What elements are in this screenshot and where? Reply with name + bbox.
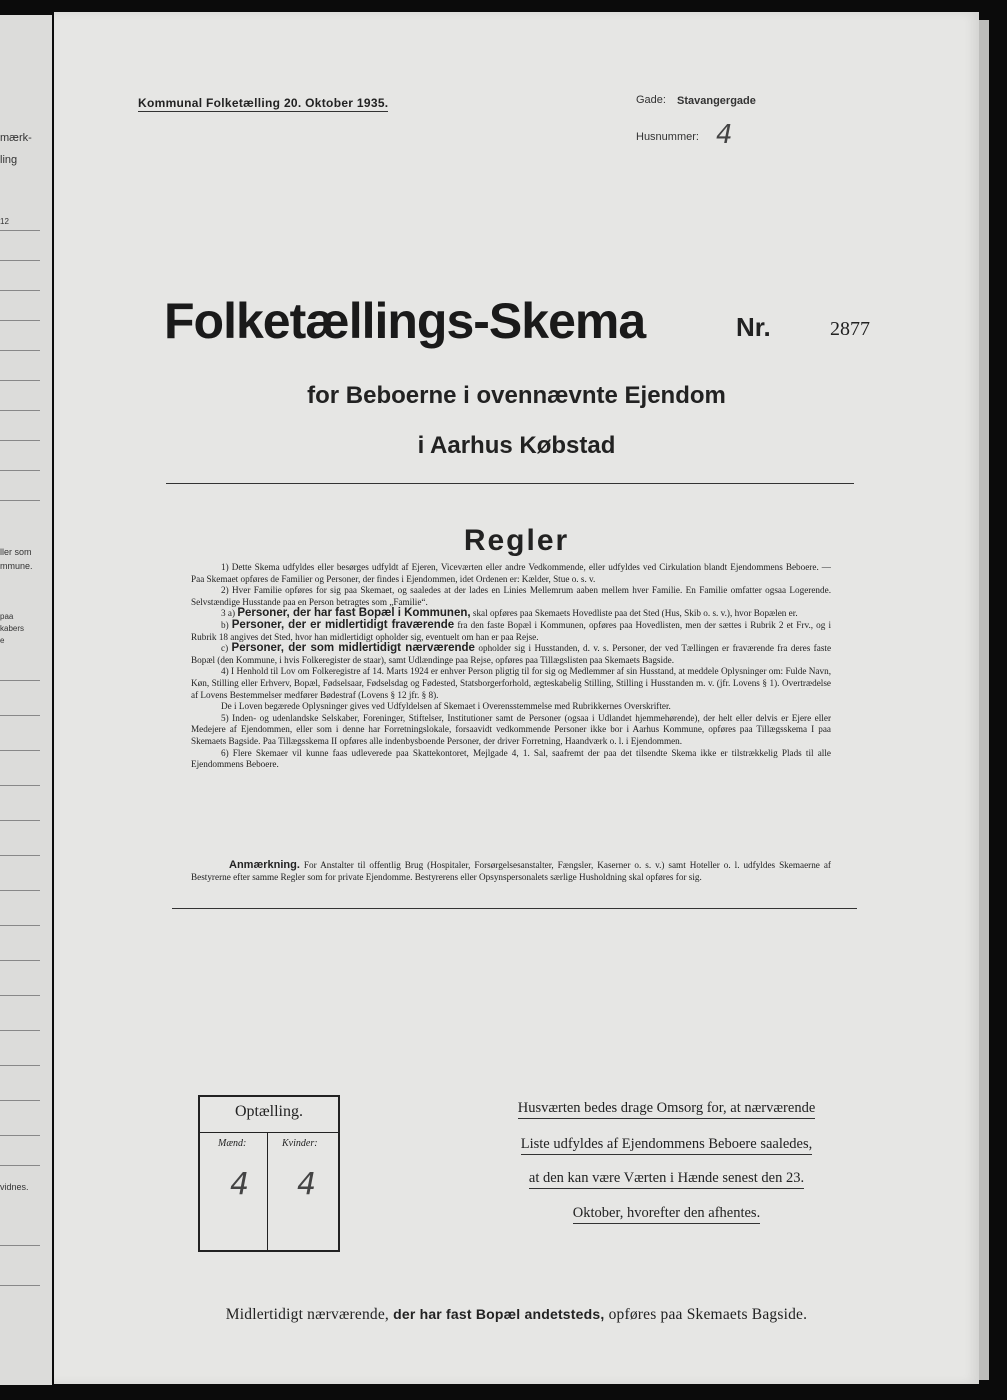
prev-rule: [0, 960, 40, 961]
prev-rule: [0, 1100, 40, 1101]
notice-text: Oktober, hvorefter den afhentes.: [573, 1205, 760, 1224]
tally-column-divider: [267, 1132, 268, 1250]
men-count: 4: [230, 1167, 250, 1202]
footer-text: Midlertidigt nærværende,: [225, 1306, 390, 1323]
tally-box: [198, 1095, 340, 1252]
page-stack-edge: [979, 20, 989, 1380]
notice-line: [499, 1205, 834, 1222]
divider: [172, 908, 857, 909]
men-label: Mænd:: [218, 1138, 247, 1149]
footer-note: [54, 1306, 979, 1324]
prev-rule: [0, 1245, 40, 1246]
prev-rule: [0, 925, 40, 926]
prev-rule: [0, 440, 40, 441]
prev-rule: [0, 1285, 40, 1286]
rule-body: opholder sig i Husstanden, d. v. s. Personer, der ved Tællingen er fraværende fra deres faste Bopæl (den Kommune, i hvis Folkeregister de staar), samt Udlændinge paa Rejse, opføres paa Tillægslisten paa Skemaets Bagside.: [191, 643, 832, 665]
women-label: Kvinder:: [282, 1138, 318, 1149]
form-subtitle-city: i Aarhus Købstad: [417, 432, 616, 459]
notice-text: Husværten bedes drage Omsorg for, at nærværende: [518, 1100, 816, 1119]
prev-rule: [0, 260, 40, 261]
rule-body: fra den faste Bopæl i Kommunen, opføres paa Hovedlisten, men der sættes i Rubrik 2 et Frv., og i Rubrik 18 angives det Sted, hvor han midlertidigt opholder sig, eventuelt om han er paa Rejse.: [191, 619, 832, 642]
rule-3b: [191, 620, 831, 643]
rule-4: 4) I Henhold til Lov om Folkeregistre af 14. Marts 1924 er enhver Person pligtig til for sig og Medlemmer af sin Husstand, at meddele Oplysninger om: Fulde Navn, Køn, Stilling eller Erhverv, Bopæl, Fødselsaar, Fødselsdag og Fødested, Statsborgerforhold, ægteskabelig Stilling, Stilling i Husstanden m. v. (jfr. Lovens § 1). Overtrædelse af Lovens Bestemmelser medfører Bødestraf (Lovens § 12 jfr. § 8).: [191, 666, 831, 700]
census-title: Kommunal Folketælling 20. Oktober 1935.: [138, 96, 389, 110]
form-title: Folketællings-Skema: [164, 293, 646, 349]
nr-label: Nr.: [736, 312, 771, 342]
rules-text: [191, 562, 831, 771]
prev-rule: [0, 320, 40, 321]
prev-fragment: paa: [0, 612, 14, 621]
prev-fragment: vidnes.: [0, 1182, 29, 1192]
tally-divider: [200, 1132, 338, 1133]
prev-rule: [0, 855, 40, 856]
rule-4b: De i Loven begærede Oplysninger gives ved Udfyldelsen af Skemaet i Overensstemmelse med Rubrikkernes Overskrifter.: [221, 701, 671, 712]
notice-line: [499, 1136, 834, 1153]
prev-rule: [0, 230, 40, 231]
remark-label: Anmærkning.: [229, 859, 300, 871]
previous-page-edge: [0, 15, 52, 1385]
rule-2: 2) Hver Familie opføres for sig paa Skemaet, og saaledes at der lades en Linies Mellemrum aaben mellem hver Familie. En Familie omfatter ogsaa Logerende. Selvstændige Husstande paa en Person betragtes som „Familie“.: [191, 585, 831, 607]
prev-rule: [0, 890, 40, 891]
prev-rule: [0, 410, 40, 411]
prev-rule: [0, 750, 40, 751]
rules-heading: Regler: [463, 524, 570, 557]
tally-title: Optælling.: [234, 1103, 303, 1120]
prev-rule: [0, 785, 40, 786]
notice-text: at den kan være Værten i Hænde senest den 23.: [529, 1170, 804, 1189]
rule-1: 1) Dette Skema udfyldes eller besørges udfyldt af Ejeren, Viceværten eller andre Vedkommende, eller udfyldes ved Cirkulation blandt Ejendommens Beboere. — Paa Skemaet opføres de Familier og Personer, der findes i Ejendommen, idet Ordenen er: Kælder, Stue o. s. v.: [191, 562, 831, 584]
prev-fragment: kabers: [0, 624, 25, 633]
prev-rule: [0, 500, 40, 501]
rule-emphasis: Personer, der er midlertidigt fraværende: [231, 618, 455, 631]
remark-text: For Anstalter til offentlig Brug (Hospitaler, Forsørgelsesanstalter, Fængsler, Kaserner o. s. v.) samt Hoteller o. l. udfyldes Skemaerne af Bestyrerne efter samme Regler som for private Ejendomme. Bestyrerens eller Opsynspersonalets særlige Husholdning skal opføres for sig.: [191, 860, 831, 882]
census-form-page: [54, 12, 979, 1384]
rule-number: 3 a): [221, 608, 236, 619]
rule-body: skal opføres paa Skemaets Hovedliste paa det Sted (Hus, Skib o. s. v.), hvor Bopælen er.: [472, 608, 798, 619]
notice-text: Liste udfyldes af Ejendommens Beboere saaledes,: [521, 1136, 813, 1155]
form-number: 2877: [830, 318, 870, 340]
prev-rule: [0, 715, 40, 716]
rule-emphasis: Personer, der som midlertidigt nærværende: [231, 642, 475, 655]
form-subtitle: for Beboerne i ovennævnte Ejendom: [307, 382, 726, 409]
prev-fragment: mærk-: [0, 132, 32, 144]
street-value: Stavangergade: [677, 95, 756, 107]
rule-5: 5) Inden- og udenlandske Selskaber, Foreninger, Stiftelser, Institutioner samt de Personer (ogsaa i Udlandet hjemmehørende), der helt eller delvis er Ejere eller Medejere af Ejendommen, eller som i denne har Forretningslokale, forsaavidt vedkommende Personer ikke bor i Aarhus Kommune, opføres paa Tillægsskema I paa Skemaets Bagside. Paa Tillægsskema II opføres alle indenbysboende Personer, der driver Forretning, Haandværk o. l. i Ejendommen.: [191, 712, 831, 746]
prev-rule: [0, 820, 40, 821]
prev-rule: [0, 350, 40, 351]
prev-rule: [0, 1065, 40, 1066]
women-count: 4: [297, 1167, 317, 1202]
prev-rule: [0, 680, 40, 681]
rule-number: b): [221, 619, 229, 630]
notice-line: [499, 1100, 834, 1117]
footer-text: opføres paa Skemaets Bagside.: [608, 1306, 808, 1323]
prev-rule: [0, 290, 40, 291]
rule-number: c): [221, 643, 229, 654]
prev-rule: [0, 470, 40, 471]
footer-emphasis: der har fast Bopæl andetsteds,: [393, 1306, 605, 1322]
remark: [191, 860, 831, 883]
prev-rule: [0, 995, 40, 996]
prev-rule: [0, 1135, 40, 1136]
prev-fragment: 12: [0, 217, 9, 226]
rule-6: 6) Flere Skemaer vil kunne faas udleverede paa Skattekontoret, Mejlgade 4, 1. Sal, saafremt der paa det tilsendte Skema ikke er tilstrækkelig Plads til alle Ejendommens Beboere.: [191, 747, 831, 770]
house-number-label: Husnummer:: [636, 131, 699, 143]
prev-fragment: ller som: [0, 547, 32, 557]
house-number-value: 4: [716, 120, 733, 150]
rule-3c: [191, 643, 831, 666]
divider: [166, 483, 854, 484]
prev-fragment: mmune.: [0, 561, 33, 571]
notice-line: [499, 1170, 834, 1187]
prev-rule: [0, 380, 40, 381]
street-label: Gade:: [636, 94, 666, 106]
rule-emphasis: Personer, der har fast Bopæl i Kommunen,: [237, 607, 471, 620]
prev-fragment: e: [0, 636, 5, 645]
prev-rule: [0, 1165, 40, 1166]
prev-fragment: ling: [0, 154, 18, 166]
prev-rule: [0, 1030, 40, 1031]
